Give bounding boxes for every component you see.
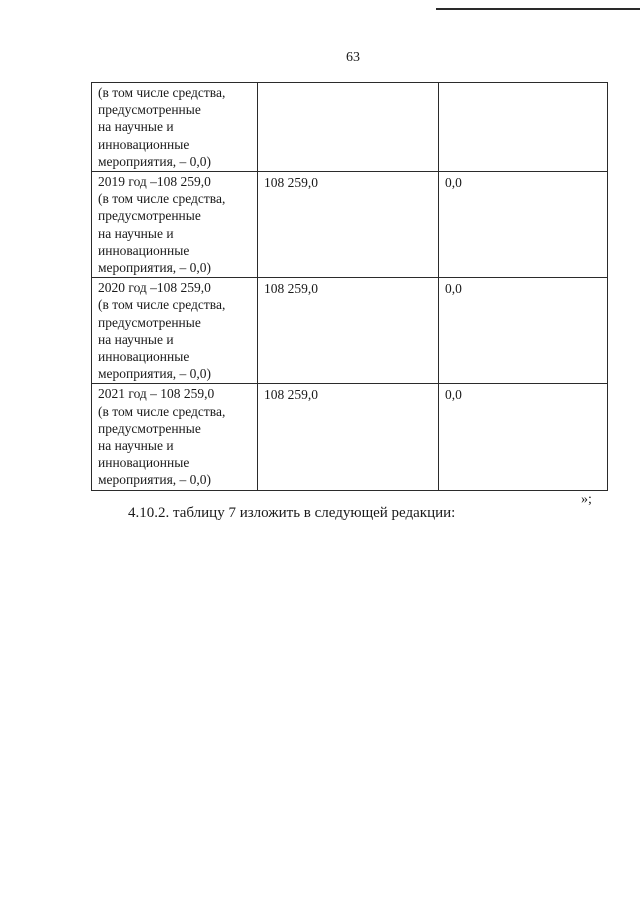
total-amount-cell — [258, 172, 439, 278]
other-amount-value: 0,0 — [445, 387, 462, 403]
period-line: мероприятия, – 0,0) — [98, 472, 212, 488]
funding-table — [91, 82, 608, 491]
other-amount-cell — [439, 278, 608, 384]
period-line: предусмотренные — [98, 420, 201, 436]
period-line: на научные и — [98, 331, 174, 347]
period-line: мероприятия, – 0,0) — [98, 153, 212, 169]
period-cell — [92, 172, 258, 278]
period-line: 2019 год –108 259,0 — [98, 174, 211, 190]
period-line: инновационные — [98, 136, 190, 152]
header-rule — [436, 8, 640, 10]
period-line: (в том числе средства, — [98, 297, 226, 313]
period-line: (в том числе средства, — [98, 403, 226, 419]
total-amount-value: 108 259,0 — [264, 387, 318, 403]
period-line: на научные и — [98, 225, 174, 241]
table-row — [92, 384, 608, 490]
period-line: инновационные — [98, 349, 190, 365]
period-cell — [92, 384, 258, 490]
table-row — [92, 83, 608, 172]
period-line: на научные и — [98, 438, 174, 454]
total-amount-cell — [258, 278, 439, 384]
period-line: (в том числе средства, — [98, 85, 226, 100]
other-amount-value — [445, 84, 604, 85]
other-amount-cell — [439, 172, 608, 278]
period-cell — [92, 83, 258, 172]
total-amount-value — [264, 84, 435, 85]
table-row — [92, 172, 608, 278]
period-line: 2020 год –108 259,0 — [98, 280, 211, 296]
closing-quote: »; — [581, 492, 592, 507]
period-line: предусмотренные — [98, 208, 201, 224]
period-line: предусмотренные — [98, 314, 201, 330]
period-line: на научные и — [98, 119, 174, 135]
total-amount-value: 108 259,0 — [264, 281, 318, 297]
other-amount-value: 0,0 — [445, 175, 462, 191]
other-amount-cell — [439, 384, 608, 490]
page-number: 63 — [346, 50, 360, 65]
other-amount-value: 0,0 — [445, 281, 462, 297]
total-amount-cell — [258, 384, 439, 490]
period-line: предусмотренные — [98, 102, 201, 118]
period-line: 2021 год – 108 259,0 — [98, 386, 215, 402]
period-line: мероприятия, – 0,0) — [98, 260, 212, 276]
other-amount-cell — [439, 83, 608, 172]
amendment-paragraph: 4.10.2. таблицу 7 изложить в следующей редакции: — [128, 505, 456, 521]
period-cell — [92, 278, 258, 384]
period-line: инновационные — [98, 455, 190, 471]
table-row — [92, 278, 608, 384]
total-amount-value: 108 259,0 — [264, 175, 318, 191]
period-line: мероприятия, – 0,0) — [98, 366, 212, 382]
period-line: инновационные — [98, 242, 190, 258]
funding-table-body — [92, 83, 608, 491]
period-line: (в том числе средства, — [98, 191, 226, 207]
total-amount-cell — [258, 83, 439, 172]
